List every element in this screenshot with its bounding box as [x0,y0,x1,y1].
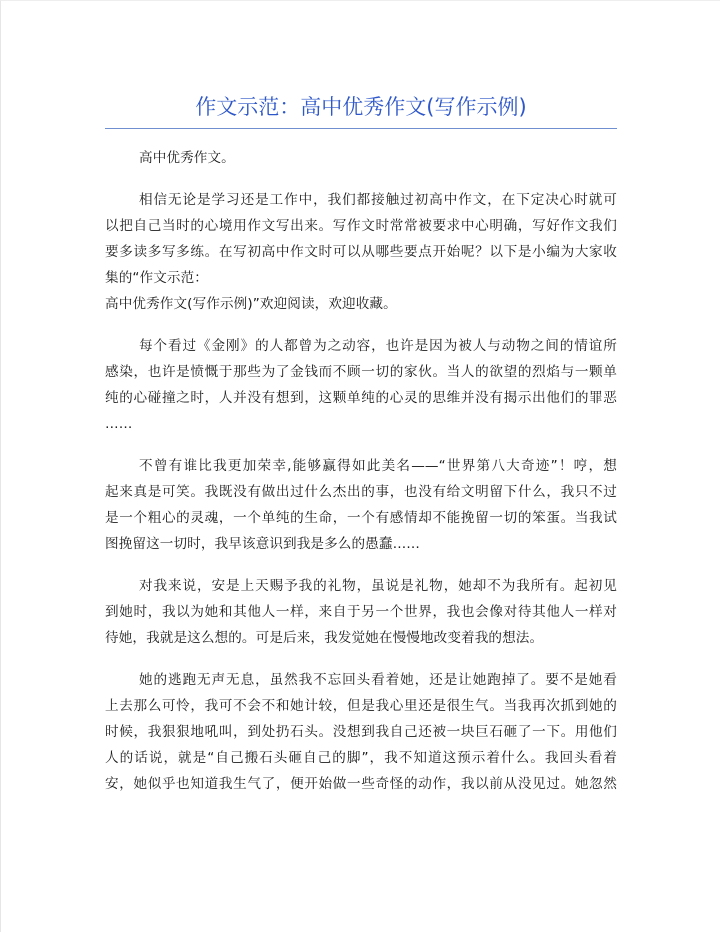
text-line: 高中优秀作文(写作示例)”欢迎阅读，欢迎收藏。 [105,296,397,312]
text-line: 以把自己当时的心境用作文写出来。写作文时常常被要求中心明确，写好作文我们 [105,218,617,234]
text-line: 纯的心碰撞之时，人并没有想到，这颗单纯的心灵的思维并没有揭示出他们的罪恶 [105,390,617,406]
text-line: 要多读多写多练。在写初高中作文时可以从哪些要点开始呢？以下是小编为大家收 [105,244,617,260]
paragraph-king-kong [105,333,617,437]
paragraph-intro [105,145,617,171]
paragraph-escape [105,667,617,797]
paragraph-ann-gift [105,573,617,651]
text-line: 上去那么可怜，我可不会不和她计较，但是我心里还是很生气。当我再次抓到她的 [105,698,617,714]
text-line: …… [105,416,133,432]
text-line: 相信无论是学习还是工作中，我们都接触过初高中作文，在下定决心时就可 [139,192,617,208]
text-line: 高中优秀作文。 [139,150,235,166]
text-line: 是一个粗心的灵魂，一个单纯的生命，一个有感情却不能挽留一切的笨蛋。当我试 [105,510,617,526]
text-line: 到她时，我以为她和其他人一样，来自于另一个世界，我也会像对待其他人一样对 [105,604,617,620]
paragraph-preface [105,187,617,317]
text-line: 每个看过《金刚》的人都曾为之动容，也许是因为被人与动物之间的情谊所 [139,338,617,354]
text-line: 起来真是可笑。我既没有做出过什么杰出的事，也没有给文明留下什么，我只不过 [105,484,617,500]
text-line: 安，她似乎也知道我生气了，便开始做一些奇怪的动作，我以前从没见过。她忽然 [105,776,617,792]
text-line: 对我来说，安是上天赐予我的礼物，虽说是礼物，她却不为我所有。起初见 [139,578,617,594]
text-line: 不曾有谁比我更加荣幸,能够赢得如此美名——“世界第八大奇迹”！哼，想 [139,458,617,474]
document-body [105,145,617,813]
text-line: 图挽留这一切时，我早该意识到我是多么的愚蠢…… [105,536,420,552]
text-line: 待她，我就是这么想的。可是后来，我发觉她在慢慢地改变着我的想法。 [105,630,544,646]
text-line: 人的话说，就是“自己搬石头砸自己的脚”，我不知道这预示着什么。我回头看着 [105,750,617,766]
text-line: 集的“作文示范： [105,270,208,286]
document-title: 作文示范：高中优秀作文(写作示例) [195,95,527,119]
paragraph-eighth-wonder [105,453,617,557]
title-divider [105,128,617,129]
text-line: 她的逃跑无声无息，虽然我不忘回头看着她，还是让她跑掉了。要不是她看 [139,672,617,688]
text-line: 感染，也许是愤慨于那些为了金钱而不顾一切的家伙。当人的欲望的烈焰与一颗单 [105,364,617,380]
text-line: 时候，我狠狠地吼叫，到处扔石头。没想到我自己还被一块巨石砸了一下。用他们 [105,724,617,740]
